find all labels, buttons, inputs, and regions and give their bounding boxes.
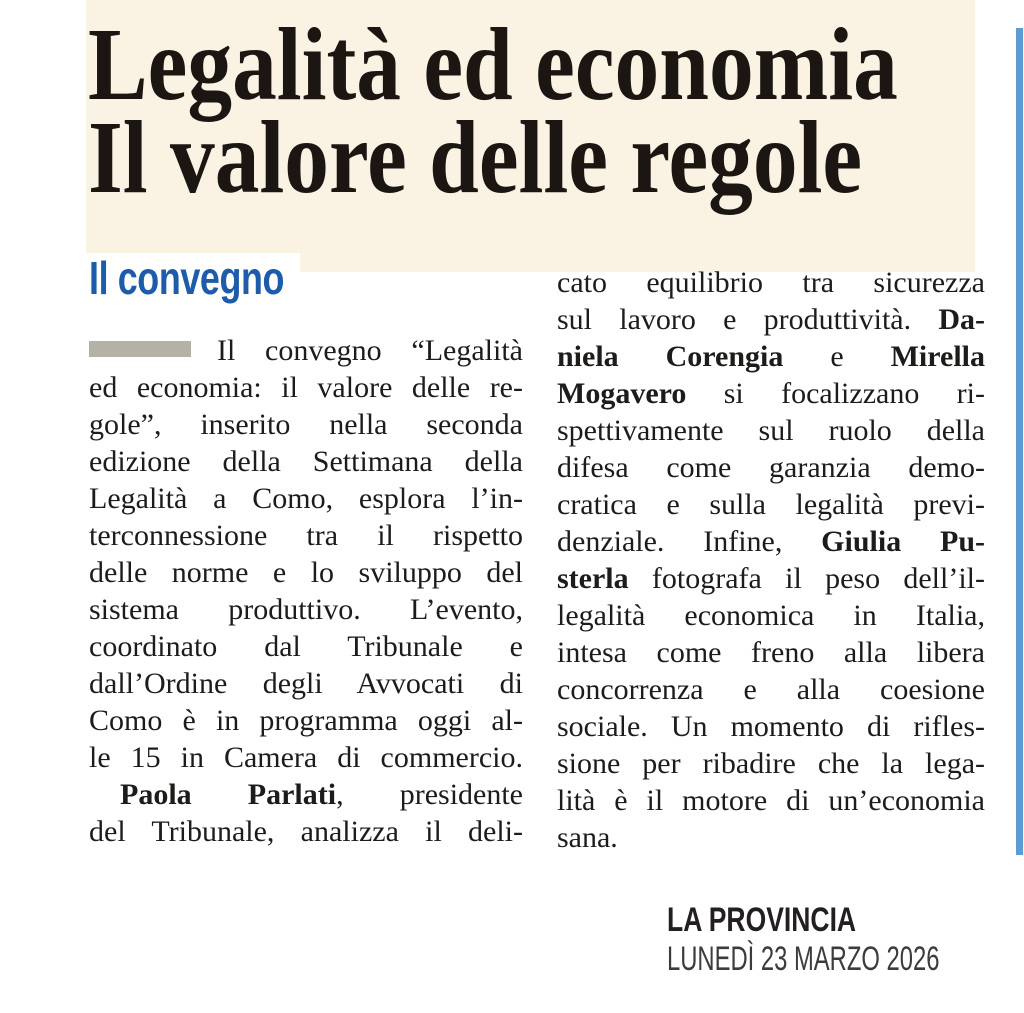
text-line: cato equilibrio tra sicurezza xyxy=(557,266,985,299)
bold-name-text: Paola Parlati xyxy=(120,778,337,811)
text-line: sterla fotografa il peso dell’il- xyxy=(557,562,985,595)
article-column-left xyxy=(89,332,523,850)
newspaper-name: LA PROVINCIA xyxy=(667,901,857,939)
bold-name-text: Giulia Pu- xyxy=(821,525,985,558)
text-line: le 15 in Camera di commercio. xyxy=(89,741,523,774)
text-line: sione per ribadire che la lega- xyxy=(557,747,985,780)
text-line: difesa come garanzia demo- xyxy=(557,451,985,484)
headline-line-2: Il valore delle regole xyxy=(88,100,863,215)
text-line: Como è in programma oggi al- xyxy=(89,704,523,737)
bold-name-text: sterla xyxy=(557,562,629,595)
text-line: niela Corengia e Mirella xyxy=(557,340,985,373)
text-line: Legalità a Como, esplora l’in- xyxy=(89,482,523,515)
text-line: delle norme e lo sviluppo del xyxy=(89,556,523,589)
text-line: denziale. Infine, Giulia Pu- xyxy=(557,525,985,558)
bold-name-text: Da- xyxy=(938,303,985,336)
issue-date: LUNEDÌ 23 MARZO 2026 xyxy=(667,940,940,978)
text-line: legalità economica in Italia, xyxy=(557,599,985,632)
page-edge-rule xyxy=(1016,28,1023,855)
text-line: intesa come freno alla libera xyxy=(557,636,985,669)
headline-line-1: Legalità ed economia xyxy=(88,7,898,122)
text-line: sul lavoro e produttività. Da- xyxy=(557,303,985,336)
bold-name-text: Mogavero xyxy=(557,377,687,410)
text-line: ed economia: il valore delle re- xyxy=(89,371,523,404)
text-line: sistema produttivo. L’evento, xyxy=(89,593,523,626)
text-line: dall’Ordine degli Avvocati di xyxy=(89,667,523,700)
text-line: del Tribunale, analizza il deli- xyxy=(89,815,523,848)
article-headline xyxy=(88,7,898,215)
text-line: concorrenza e alla coesione xyxy=(557,673,985,706)
text-line: sociale. Un momento di rifles- xyxy=(557,710,985,743)
text-line xyxy=(89,332,523,369)
text-line: sana. xyxy=(557,821,618,854)
text-line: Mogavero si focalizzano ri- xyxy=(557,377,985,410)
text-line: edizione della Settimana della xyxy=(89,445,523,478)
text-line: terconnessione tra il rispetto xyxy=(89,519,523,552)
bold-name-text: niela Corengia xyxy=(557,340,784,373)
kicker-label: Il convegno xyxy=(89,252,285,304)
bold-name-text: Mirella xyxy=(890,340,985,373)
text-line: cratica e sulla legalità previ- xyxy=(557,488,985,521)
text-line: Paola Parlati, presidente xyxy=(120,778,523,811)
article-column-right xyxy=(557,264,985,856)
text-line: gole”, inserito nella seconda xyxy=(89,408,523,441)
text-line: lità è il motore di un’economia xyxy=(557,784,985,817)
text-line: coordinato dal Tribunale e xyxy=(89,630,523,663)
text-line-content: Il convegno “Legalità xyxy=(217,334,523,367)
paragraph-lead-bar xyxy=(89,341,191,357)
text-line: spettivamente sul ruolo della xyxy=(557,414,985,447)
